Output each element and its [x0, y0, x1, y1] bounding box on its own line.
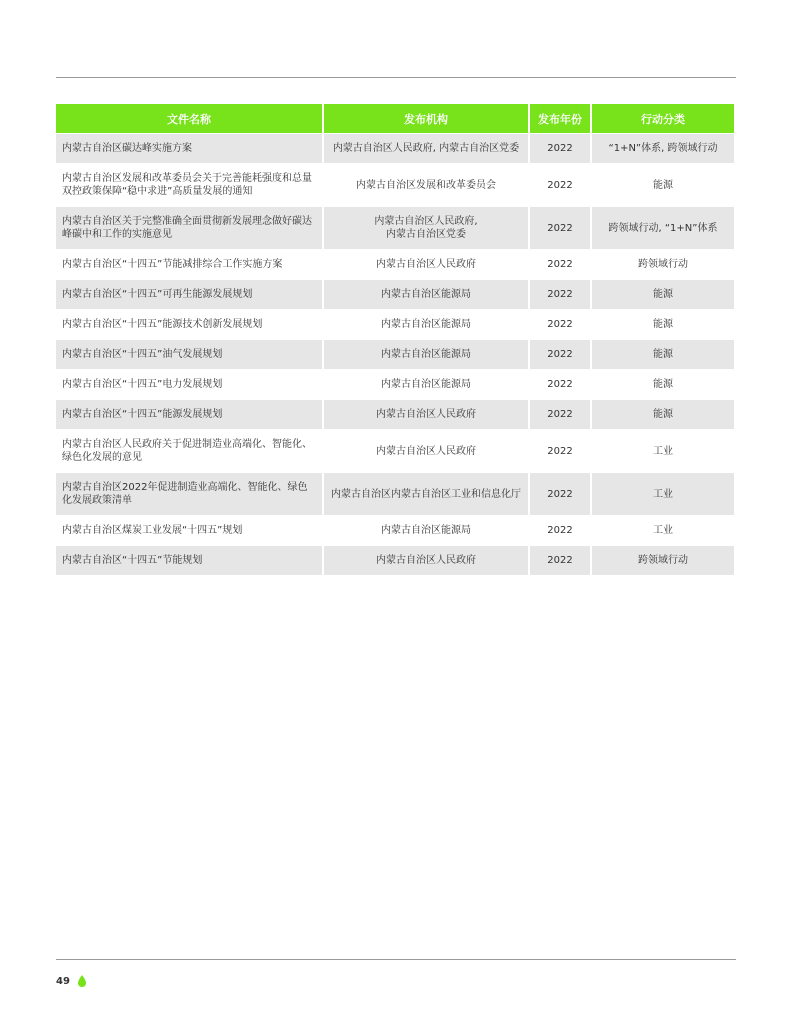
table-body: [56, 133, 734, 575]
table-row: [56, 163, 734, 206]
cell-action-category: 工业: [592, 515, 734, 545]
cell-year: 2022: [530, 279, 592, 309]
cell-issuing-agency: 内蒙古自治区人民政府: [324, 429, 530, 472]
cell-document-name: 内蒙古自治区人民政府关于促进制造业高端化、智能化、绿色化发展的意见: [56, 429, 324, 472]
cell-action-category: 能源: [592, 399, 734, 429]
cell-action-category: 工业: [592, 429, 734, 472]
table-row: [56, 206, 734, 249]
cell-year: 2022: [530, 399, 592, 429]
table-row: [56, 369, 734, 399]
table-row: [56, 309, 734, 339]
table-row: [56, 472, 734, 515]
table-row: [56, 133, 734, 163]
cell-year: 2022: [530, 515, 592, 545]
cell-action-category: 跨领域行动, “1+N”体系: [592, 206, 734, 249]
cell-action-category: 跨领域行动: [592, 545, 734, 575]
header-issuing-agency: 发布机构: [324, 104, 530, 133]
cell-year: 2022: [530, 249, 592, 279]
cell-document-name: 内蒙古自治区“十四五”能源发展规划: [56, 399, 324, 429]
cell-issuing-agency: 内蒙古自治区内蒙古自治区工业和信息化厅: [324, 472, 530, 515]
cell-year: 2022: [530, 339, 592, 369]
cell-document-name: 内蒙古自治区“十四五”油气发展规划: [56, 339, 324, 369]
cell-year: 2022: [530, 206, 592, 249]
cell-issuing-agency: 内蒙古自治区能源局: [324, 369, 530, 399]
policy-table: [56, 104, 734, 575]
cell-year: 2022: [530, 429, 592, 472]
cell-issuing-agency: 内蒙古自治区能源局: [324, 515, 530, 545]
cell-document-name: 内蒙古自治区关于完整准确全面贯彻新发展理念做好碳达峰碳中和工作的实施意见: [56, 206, 324, 249]
cell-document-name: 内蒙古自治区“十四五”电力发展规划: [56, 369, 324, 399]
cell-issuing-agency: 内蒙古自治区能源局: [324, 309, 530, 339]
cell-issuing-agency: 内蒙古自治区能源局: [324, 339, 530, 369]
cell-action-category: 能源: [592, 369, 734, 399]
cell-action-category: 能源: [592, 163, 734, 206]
table-row: [56, 399, 734, 429]
cell-issuing-agency: 内蒙古自治区人民政府, 内蒙古自治区党委: [324, 133, 530, 163]
leaf-icon: [78, 975, 86, 987]
cell-document-name: 内蒙古自治区碳达峰实施方案: [56, 133, 324, 163]
cell-issuing-agency: 内蒙古自治区发展和改革委员会: [324, 163, 530, 206]
table-header-row: [56, 104, 734, 133]
cell-year: 2022: [530, 163, 592, 206]
cell-action-category: 能源: [592, 279, 734, 309]
cell-document-name: 内蒙古自治区煤炭工业发展“十四五”规划: [56, 515, 324, 545]
cell-year: 2022: [530, 472, 592, 515]
top-rule: [56, 77, 736, 78]
cell-document-name: 内蒙古自治区“十四五”节能减排综合工作实施方案: [56, 249, 324, 279]
table-row: [56, 429, 734, 472]
cell-document-name: 内蒙古自治区“十四五”能源技术创新发展规划: [56, 309, 324, 339]
cell-action-category: 工业: [592, 472, 734, 515]
table-row: [56, 545, 734, 575]
page-number: 49: [56, 976, 70, 987]
header-year: 发布年份: [530, 104, 592, 133]
bottom-rule: [56, 959, 736, 960]
table-row: [56, 339, 734, 369]
header-action-category: 行动分类: [592, 104, 734, 133]
cell-issuing-agency: 内蒙古自治区人民政府, 内蒙古自治区党委: [324, 206, 530, 249]
table-row: [56, 249, 734, 279]
cell-issuing-agency: 内蒙古自治区人民政府: [324, 399, 530, 429]
cell-issuing-agency: 内蒙古自治区能源局: [324, 279, 530, 309]
cell-year: 2022: [530, 369, 592, 399]
cell-year: 2022: [530, 133, 592, 163]
cell-year: 2022: [530, 309, 592, 339]
table-row: [56, 279, 734, 309]
cell-action-category: 跨领域行动: [592, 249, 734, 279]
header-document-name: 文件名称: [56, 104, 324, 133]
cell-action-category: “1+N”体系, 跨领域行动: [592, 133, 734, 163]
cell-document-name: 内蒙古自治区2022年促进制造业高端化、智能化、绿色化发展政策清单: [56, 472, 324, 515]
cell-issuing-agency: 内蒙古自治区人民政府: [324, 545, 530, 575]
table-row: [56, 515, 734, 545]
cell-issuing-agency: 内蒙古自治区人民政府: [324, 249, 530, 279]
cell-document-name: 内蒙古自治区“十四五”可再生能源发展规划: [56, 279, 324, 309]
cell-action-category: 能源: [592, 309, 734, 339]
cell-action-category: 能源: [592, 339, 734, 369]
cell-year: 2022: [530, 545, 592, 575]
cell-document-name: 内蒙古自治区发展和改革委员会关于完善能耗强度和总量双控政策保障“稳中求进”高质量发展的通知: [56, 163, 324, 206]
cell-document-name: 内蒙古自治区“十四五”节能规划: [56, 545, 324, 575]
